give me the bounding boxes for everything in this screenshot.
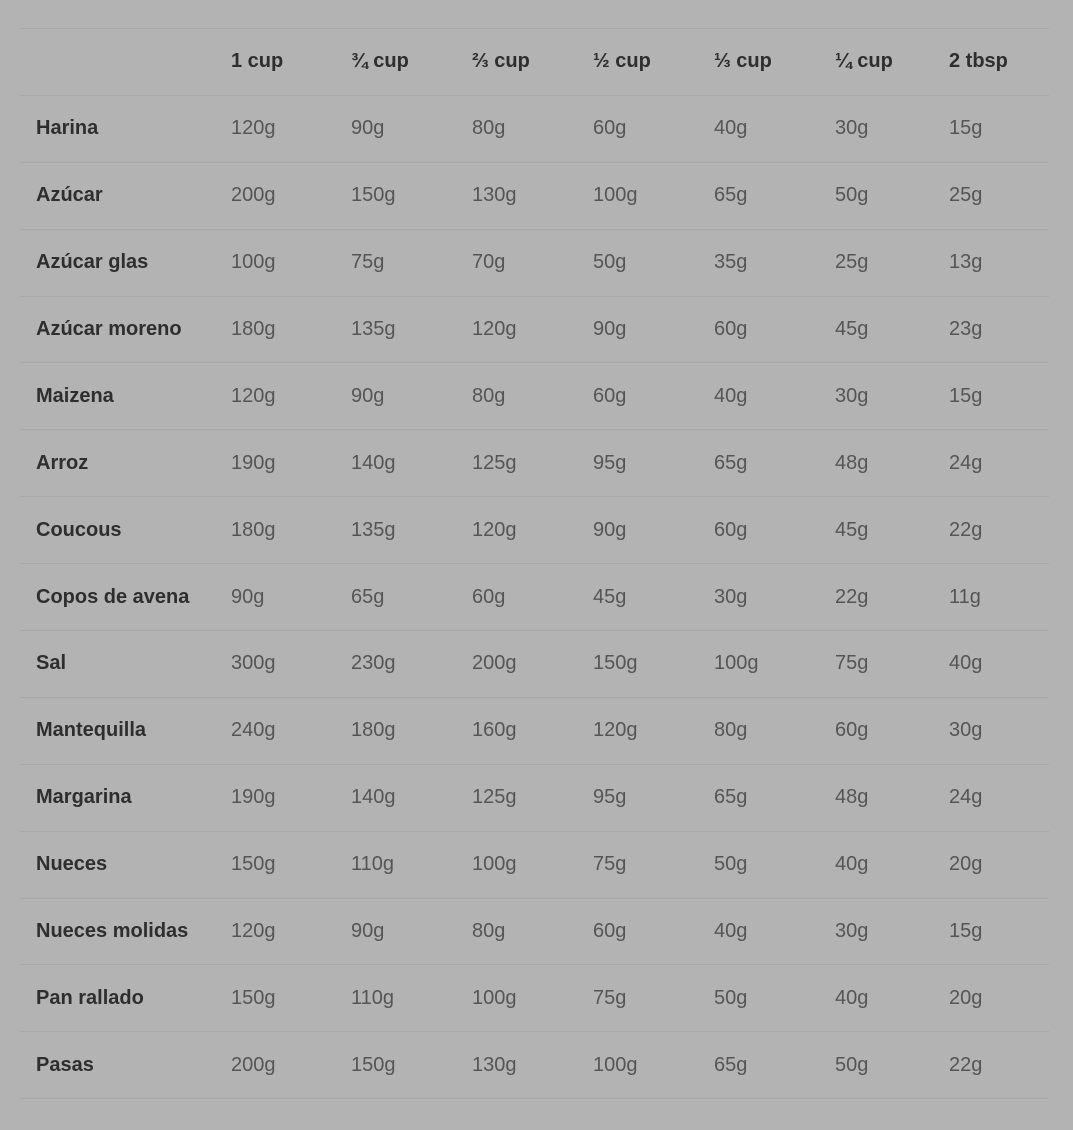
table-row xyxy=(20,95,1049,162)
table-row xyxy=(20,363,1049,430)
header-2-tbsp: 2 tbsp xyxy=(949,50,1008,73)
table-cell: 24g xyxy=(949,451,983,474)
table-cell: 80g xyxy=(714,719,748,742)
table-cell: 120g xyxy=(472,518,517,541)
table-cell: 150g xyxy=(231,853,276,876)
table-cell: 120g xyxy=(472,318,517,340)
table-cell: 100g xyxy=(593,184,638,207)
table-cell: 230g xyxy=(351,652,396,675)
ingredient-name: Sal xyxy=(36,652,67,675)
ingredient-name: Azúcar moreno xyxy=(36,318,182,340)
table-row xyxy=(20,631,1049,698)
table-cell: 50g xyxy=(835,1053,869,1076)
table-cell: 90g xyxy=(593,318,627,340)
table-row xyxy=(20,430,1049,497)
table-row xyxy=(20,296,1049,363)
table-cell: 200g xyxy=(231,1053,276,1076)
table-cell: 90g xyxy=(593,518,627,541)
table-cell: 30g xyxy=(835,384,869,407)
table-row xyxy=(20,697,1049,764)
table-cell: 60g xyxy=(472,585,506,608)
table-cell: 140g xyxy=(351,786,396,809)
table-row xyxy=(20,831,1049,898)
table-header-row xyxy=(20,29,1049,96)
table-cell: 100g xyxy=(472,853,517,876)
table-cell: 180g xyxy=(351,719,396,742)
ingredient-name: Coucous xyxy=(36,518,122,541)
table-cell: 75g xyxy=(835,652,869,675)
table-cell: 40g xyxy=(714,117,748,140)
table-cell: 30g xyxy=(714,585,748,608)
table-cell: 20g xyxy=(949,853,983,876)
table-cell: 50g xyxy=(835,184,869,207)
table-cell: 110g xyxy=(351,853,395,876)
table-cell: 75g xyxy=(593,853,627,876)
table-cell: 40g xyxy=(949,652,983,675)
table-cell: 15g xyxy=(949,117,983,140)
table-cell: 120g xyxy=(231,384,276,407)
table-cell: 60g xyxy=(714,318,748,340)
table-row xyxy=(20,898,1049,965)
header-third-cup: ⅓ cup xyxy=(714,50,772,73)
ingredient-name: Maizena xyxy=(36,384,114,407)
ingredient-name: Pasas xyxy=(36,1053,94,1076)
table-cell: 60g xyxy=(593,920,627,943)
table-cell: 100g xyxy=(472,986,517,1009)
table-cell: 160g xyxy=(472,719,517,742)
table-cell: 100g xyxy=(231,251,276,274)
ingredient-name: Nueces molidas xyxy=(36,920,189,943)
table-cell: 45g xyxy=(593,585,627,608)
table-cell: 130g xyxy=(472,184,517,207)
header-half-cup: ½ cup xyxy=(593,50,651,73)
table-cell: 25g xyxy=(835,251,869,274)
table-cell: 60g xyxy=(835,719,869,742)
table-cell: 50g xyxy=(714,986,748,1009)
table-cell: 120g xyxy=(593,719,638,742)
table-cell: 60g xyxy=(593,117,627,140)
table-cell: 90g xyxy=(351,384,385,407)
table-cell: 40g xyxy=(835,853,869,876)
table-cell: 80g xyxy=(472,920,506,943)
ingredient-name: Arroz xyxy=(36,451,89,474)
table-row xyxy=(20,497,1049,564)
ingredient-name: Azúcar glas xyxy=(36,251,149,274)
header-1-cup: 1 cup xyxy=(231,50,284,73)
table-cell: 200g xyxy=(231,184,276,207)
table-cell: 110g xyxy=(351,986,395,1009)
table-row xyxy=(20,764,1049,831)
table-cell: 95g xyxy=(593,786,627,809)
table-cell: 48g xyxy=(835,786,869,809)
table-cell: 75g xyxy=(593,986,627,1009)
table-cell: 125g xyxy=(472,786,517,809)
table-cell: 300g xyxy=(231,652,276,675)
table-cell: 65g xyxy=(351,585,385,608)
conversion-table-container xyxy=(20,28,1049,1099)
table-cell: 45g xyxy=(835,518,869,541)
table-cell: 60g xyxy=(593,384,627,407)
table-cell: 24g xyxy=(949,786,983,809)
table-row xyxy=(20,965,1049,1032)
table-cell: 180g xyxy=(231,318,276,340)
ingredient-name: Margarina xyxy=(36,786,132,809)
table-cell: 150g xyxy=(231,986,276,1009)
ingredient-name: Copos de avena xyxy=(36,585,190,608)
table-row xyxy=(20,162,1049,229)
table-cell: 190g xyxy=(231,786,276,809)
table-cell: 48g xyxy=(835,451,869,474)
header-quarter-cup: ¼ cup xyxy=(835,50,893,73)
table-cell: 120g xyxy=(231,920,276,943)
table-cell: 90g xyxy=(351,117,385,140)
table-cell: 150g xyxy=(593,652,638,675)
table-cell: 95g xyxy=(593,451,627,474)
ingredient-name: Mantequilla xyxy=(36,719,147,742)
table-cell: 100g xyxy=(714,652,759,675)
table-cell: 22g xyxy=(949,518,983,541)
table-cell: 100g xyxy=(593,1053,638,1076)
table-cell: 22g xyxy=(835,585,869,608)
header-ingredient xyxy=(20,29,215,96)
table-cell: 70g xyxy=(472,251,506,274)
table-cell: 60g xyxy=(714,518,748,541)
ingredient-name: Azúcar xyxy=(36,184,103,207)
table-cell: 35g xyxy=(714,251,748,274)
ingredient-name: Pan rallado xyxy=(36,986,144,1009)
table-cell: 120g xyxy=(231,117,276,140)
table-cell: 80g xyxy=(472,117,506,140)
table-body xyxy=(20,95,1049,1098)
table-cell: 13g xyxy=(949,251,983,274)
table-cell: 90g xyxy=(231,585,265,608)
table-cell: 30g xyxy=(835,920,869,943)
table-cell: 45g xyxy=(835,318,869,340)
table-cell: 40g xyxy=(714,384,748,407)
header-three-quarter-cup: ¾ cup xyxy=(351,50,409,73)
table-row xyxy=(20,229,1049,296)
conversion-table xyxy=(20,28,1049,1099)
table-cell: 40g xyxy=(835,986,869,1009)
table-cell: 200g xyxy=(472,652,517,675)
table-row xyxy=(20,1032,1049,1099)
table-cell: 135g xyxy=(351,518,396,541)
table-cell: 40g xyxy=(714,920,748,943)
table-cell: 15g xyxy=(949,384,983,407)
ingredient-name: Harina xyxy=(36,117,99,140)
table-cell: 15g xyxy=(949,920,983,943)
table-row xyxy=(20,564,1049,631)
table-cell: 75g xyxy=(351,251,385,274)
table-cell: 23g xyxy=(949,318,983,340)
table-cell: 140g xyxy=(351,451,396,474)
table-cell: 65g xyxy=(714,1053,748,1076)
header-two-thirds-cup: ⅔ cup xyxy=(472,50,530,73)
table-cell: 50g xyxy=(714,853,748,876)
table-cell: 180g xyxy=(231,518,276,541)
table-cell: 90g xyxy=(351,920,385,943)
table-cell: 65g xyxy=(714,184,748,207)
table-cell: 135g xyxy=(351,318,396,340)
table-cell: 20g xyxy=(949,986,983,1009)
table-cell: 190g xyxy=(231,451,276,474)
table-cell: 130g xyxy=(472,1053,517,1076)
table-cell: 65g xyxy=(714,786,748,809)
table-cell: 240g xyxy=(231,719,276,742)
table-cell: 25g xyxy=(949,184,983,207)
table-cell: 30g xyxy=(949,719,983,742)
table-cell: 50g xyxy=(593,251,627,274)
table-cell: 11g xyxy=(949,585,981,608)
table-cell: 125g xyxy=(472,451,517,474)
table-cell: 150g xyxy=(351,184,396,207)
table-cell: 80g xyxy=(472,384,506,407)
table-cell: 22g xyxy=(949,1053,983,1076)
table-cell: 150g xyxy=(351,1053,396,1076)
table-cell: 65g xyxy=(714,451,748,474)
table-cell: 30g xyxy=(835,117,869,140)
ingredient-name: Nueces xyxy=(36,853,108,876)
